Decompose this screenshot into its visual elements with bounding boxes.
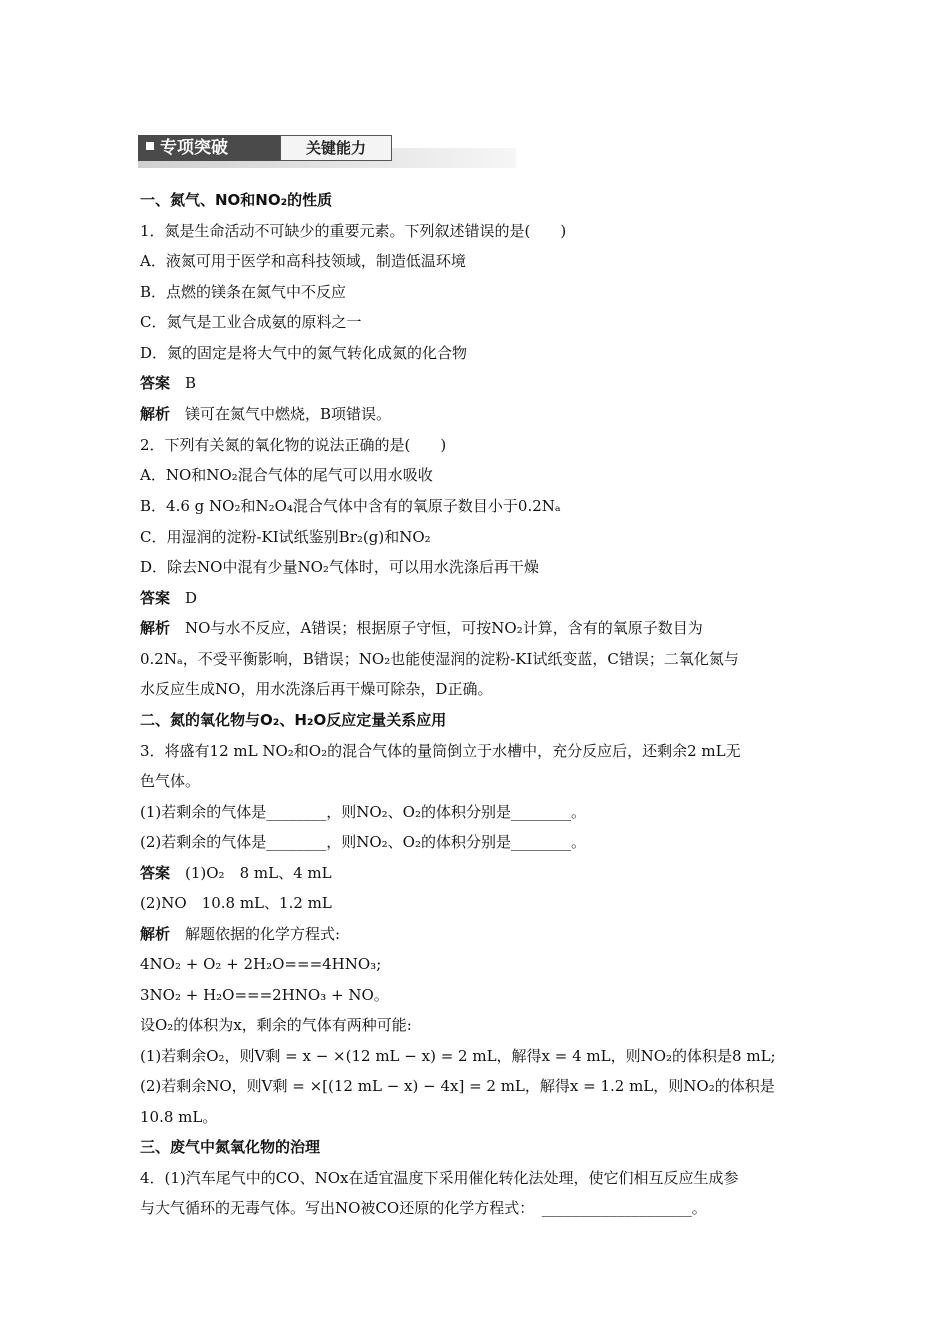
text-line: 1．氮是生命活动不可缺少的重要元素。下列叙述错误的是( ) xyxy=(140,222,567,240)
banner-left-label xyxy=(138,135,280,161)
text-line: 10.8 mL。 xyxy=(140,1108,218,1126)
section-heading: 三、废气中氮氧化物的治理 xyxy=(140,1138,321,1156)
text-line: 解析 NO与水不反应，A错误；根据原子守恒，可按NO₂计算，含有的氧原子数目为 xyxy=(140,619,703,637)
banner-left-text: 专项突破 xyxy=(160,138,228,158)
text-line: 3NO₂ + H₂O===2HNO₃ + NO。 xyxy=(140,986,389,1004)
text-line: 与大气循环的无毒气体。写出NO被CO还原的化学方程式： ____________________。 xyxy=(140,1199,707,1217)
text-line: 2．下列有关氮的氧化物的说法正确的是( ) xyxy=(140,436,447,454)
text-line: 答案 B xyxy=(140,374,197,392)
label-prefix: 解析 xyxy=(140,619,171,637)
section-banner xyxy=(138,128,516,168)
text-line: C．氮气是工业合成氨的原料之一 xyxy=(140,313,362,331)
text-line: 解析 镁可在氮气中燃烧，B项错误。 xyxy=(140,405,392,423)
square-bullet-icon xyxy=(146,142,154,150)
banner-right-label: 关键能力 xyxy=(280,135,392,161)
label-prefix: 解析 xyxy=(140,925,171,943)
text-line: D．除去NO中混有少量NO₂气体时，可以用水洗涤后再干燥 xyxy=(140,558,539,576)
text-line: A．液氮可用于医学和高科技领域，制造低温环境 xyxy=(140,252,466,270)
text-line: 0.2Nₐ，不受平衡影响，B错误；NO₂也能使湿润的淀粉-KI试纸变蓝，C错误；二氧化氮与 xyxy=(140,650,739,668)
text-line: (2)NO 10.8 mL、1.2 mL xyxy=(140,894,332,912)
text-line: 4．(1)汽车尾气中的CO、NOx在适宜温度下采用催化转化法处理，使它们相互反应生成参 xyxy=(140,1169,739,1187)
section-heading: 一、氮气、NO和NO₂的性质 xyxy=(140,191,333,209)
text-line: A．NO和NO₂混合气体的尾气可以用水吸收 xyxy=(140,466,433,484)
text-line: C．用湿润的淀粉-KI试纸鉴别Br₂(g)和NO₂ xyxy=(140,528,431,546)
text-line: 答案 D xyxy=(140,589,198,607)
text-line: 3．将盛有12 mL NO₂和O₂的混合气体的量筒倒立于水槽中，充分反应后，还剩余2 mL无 xyxy=(140,742,741,760)
text-line: B．点燃的镁条在氮气中不反应 xyxy=(140,283,347,301)
text-line: 4NO₂ + O₂ + 2H₂O===4HNO₃; xyxy=(140,955,382,973)
label-prefix: 答案 xyxy=(140,374,171,392)
text-line: (2)若剩余NO，则V剩 = ×[(12 mL − x) − 4x] = 2 mL，解得x = 1.2 mL，则NO₂的体积是 xyxy=(140,1077,775,1095)
text-line: (1)若剩余O₂，则V剩 = x − ×(12 mL − x) = 2 mL，解得x = 4 mL，则NO₂的体积是8 mL; xyxy=(140,1047,776,1065)
text-line: 色气体。 xyxy=(140,772,201,790)
text-line: (1)若剩余的气体是________，则NO₂、O₂的体积分别是________。 xyxy=(140,803,586,821)
text-line: 答案 (1)O₂ 8 mL、4 mL xyxy=(140,864,332,882)
label-prefix: 答案 xyxy=(140,864,171,882)
text-line: B．4.6 g NO₂和N₂O₄混合气体中含有的氧原子数目小于0.2Nₐ xyxy=(140,497,561,515)
section-heading: 二、氮的氧化物与O₂、H₂O反应定量关系应用 xyxy=(140,711,447,729)
text-line: (2)若剩余的气体是________，则NO₂、O₂的体积分别是________。 xyxy=(140,833,586,851)
text-line: D．氮的固定是将大气中的氮气转化成氮的化合物 xyxy=(140,344,468,362)
text-line: 解析 解题依据的化学方程式: xyxy=(140,925,341,943)
label-prefix: 答案 xyxy=(140,589,171,607)
label-prefix: 解析 xyxy=(140,405,171,423)
text-line: 设O₂的体积为x，剩余的气体有两种可能: xyxy=(140,1016,412,1034)
text-line: 水反应生成NO，用水洗涤后再干燥可除杂，D正确。 xyxy=(140,680,493,698)
